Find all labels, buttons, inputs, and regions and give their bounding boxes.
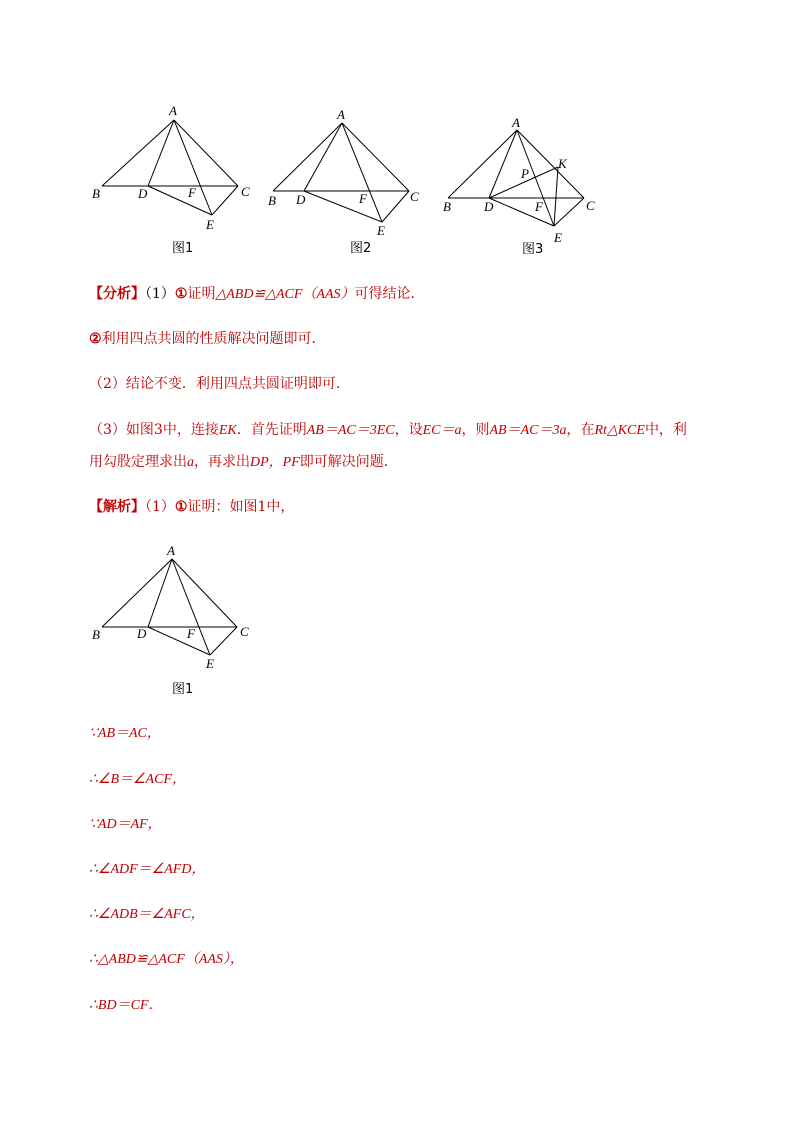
math-expression: DP，PF — [250, 455, 300, 470]
text: （3）如图3中，连接 — [89, 422, 219, 438]
circled-number: ① — [174, 499, 188, 515]
proof-step-2: ∴∠B＝∠ACF， — [89, 772, 187, 787]
segment-ae — [342, 123, 382, 222]
analysis-line-1 — [89, 284, 425, 305]
point-label-k: K — [558, 156, 567, 171]
analysis-line-5 — [89, 452, 398, 473]
math-expression: △ABD≌△ACF（AAS） — [215, 287, 355, 302]
point-label-c: C — [586, 198, 595, 213]
part-number: （1） — [145, 499, 175, 515]
segment-ad — [148, 120, 174, 186]
figure-2 — [262, 105, 432, 240]
figure-1-repeat — [88, 540, 258, 670]
figure-1-repeat-caption: 图1 — [172, 682, 194, 697]
analysis-label: 【分析】 — [89, 286, 145, 302]
segment-ab — [273, 123, 342, 191]
circled-number: ② — [89, 331, 102, 347]
segment-de — [489, 198, 554, 226]
text: 可得结论． — [354, 286, 425, 302]
circled-number: ① — [174, 286, 188, 302]
text: ，再求出 — [194, 454, 250, 470]
segment-ac — [342, 123, 409, 191]
text: ，在 — [566, 422, 595, 438]
text: 证明：如图1中， — [187, 499, 295, 515]
point-label-p: P — [521, 166, 529, 181]
text: 利用四点共圆的性质解决问题即可． — [101, 331, 326, 347]
math-expression: AB＝AC＝3a — [489, 423, 567, 438]
text: 证明 — [187, 286, 216, 302]
text: 用勾股定理求出 — [89, 454, 187, 470]
math-expression: Rt△KCE — [594, 423, 645, 438]
proof-step-3: ∵AD＝AF， — [89, 817, 162, 832]
point-label-d: D — [138, 186, 148, 201]
point-label-f: F — [535, 199, 543, 214]
analysis-line-2 — [89, 329, 326, 349]
figure-3-caption: 图3 — [522, 242, 544, 257]
figure-2-caption: 图2 — [350, 241, 372, 256]
segment-ac — [174, 120, 238, 186]
point-label-c: C — [410, 189, 419, 204]
proof-step-7: ∴BD＝CF． — [89, 998, 163, 1013]
point-label-f: F — [187, 626, 195, 641]
text: ．首先证明 — [236, 422, 307, 438]
math-expression: EC＝a — [422, 423, 462, 438]
segment-ac — [172, 559, 237, 627]
analysis-line-3: （2）结论不变．利用四点共圆证明即可． — [89, 376, 350, 392]
text: ，则 — [461, 422, 490, 438]
proof-step-6: ∴△ABD≌△ACF（AAS）， — [89, 952, 244, 967]
segment-ek — [554, 167, 558, 226]
text: ，设 — [394, 422, 423, 438]
point-label-d: D — [137, 626, 147, 641]
segment-ce — [210, 627, 237, 655]
segment-ad — [304, 123, 342, 191]
segment-ab — [448, 130, 517, 198]
point-label-c: C — [241, 184, 250, 199]
segment-ad — [148, 559, 172, 627]
point-label-d: D — [296, 192, 306, 207]
point-label-e: E — [206, 656, 214, 670]
point-label-f: F — [359, 191, 367, 206]
solution-heading — [89, 497, 294, 517]
point-label-a: A — [169, 103, 177, 118]
point-label-c: C — [240, 624, 249, 639]
figure-3 — [440, 112, 610, 247]
math-expression: AB＝AC＝3EC — [306, 423, 395, 438]
point-label-a: A — [337, 107, 345, 122]
solution-label: 【解析】 — [89, 499, 145, 515]
point-label-a: A — [512, 115, 520, 130]
analysis-line-4 — [89, 420, 687, 441]
part-number: （1） — [145, 286, 175, 302]
segment-ac — [517, 130, 584, 198]
point-label-a: A — [167, 543, 175, 558]
segment-ab — [102, 559, 172, 627]
segment-ce — [554, 198, 584, 226]
point-label-b: B — [443, 199, 451, 214]
segment-ce — [382, 191, 409, 222]
segment-ce — [212, 186, 238, 215]
proof-step-4: ∴∠ADF＝∠AFD， — [89, 862, 206, 877]
point-label-b: B — [92, 186, 100, 201]
segment-de — [304, 191, 382, 222]
math-expression: EK — [218, 423, 237, 438]
point-label-e: E — [377, 223, 385, 238]
point-label-d: D — [484, 199, 494, 214]
point-label-e: E — [554, 230, 562, 245]
proof-step-1: ∵AB＝AC， — [89, 726, 161, 741]
point-label-e: E — [206, 217, 214, 230]
point-label-b: B — [268, 193, 276, 208]
text: 即可解决问题． — [299, 454, 398, 470]
figure-1 — [88, 100, 258, 230]
point-label-f: F — [188, 185, 196, 200]
math-expression: a — [187, 455, 194, 470]
proof-step-5: ∴∠ADB＝∠AFC， — [89, 907, 205, 922]
segment-ab — [102, 120, 174, 186]
figure-1-caption: 图1 — [172, 241, 194, 256]
point-label-b: B — [92, 627, 100, 642]
text: 中，利 — [644, 422, 687, 438]
